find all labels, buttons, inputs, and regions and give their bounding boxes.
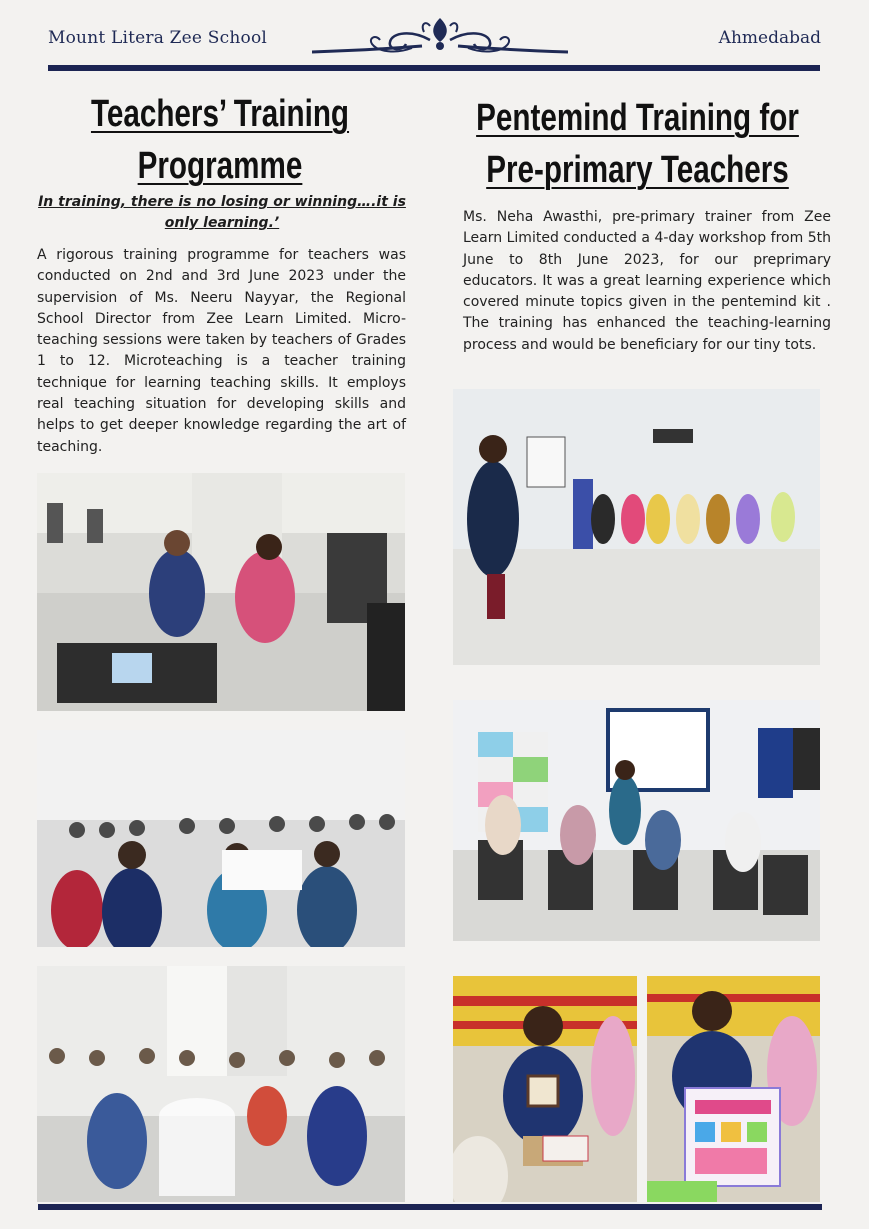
- right-article-title: [472, 92, 804, 196]
- left-title-line1: Teachers’ Training: [90, 93, 350, 135]
- right-title-line1: Pentemind Training for: [476, 97, 799, 139]
- training-photo-1: [37, 473, 405, 711]
- right-article-body: Ms. Neha Awasthi, pre-primary trainer from Zee Learn Limited conducted a 4-day workshop from 5th June to 8th June 2023, for our preprimary educators. It was a great learning experience which covered minute topics given in the pentemind kit . The training has enhanced the teaching-learning process and would be beneficiary for our tiny tots.: [463, 209, 831, 353]
- training-photo-2: [37, 730, 405, 947]
- footer-divider: [38, 1204, 822, 1210]
- training-photo-3: [37, 966, 405, 1202]
- pentemind-photo-2: [453, 700, 820, 941]
- ornament-flourish-icon: [312, 12, 568, 58]
- pentemind-photo-1: [453, 389, 820, 665]
- pentemind-photo-4: [647, 976, 820, 1202]
- left-article-title: [56, 88, 384, 192]
- pentemind-photo-3: [453, 976, 637, 1202]
- left-article-quote: In training, there is no losing or winning….it is only learning.’: [38, 194, 406, 231]
- right-title-line2: Pre-primary Teachers: [486, 149, 789, 191]
- school-name: Mount Litera Zee School: [48, 28, 268, 48]
- header-divider: [48, 65, 820, 71]
- city-name: Ahmedabad: [718, 28, 821, 48]
- left-title-line2: Programme: [137, 145, 303, 187]
- left-article-body: A rigorous training programme for teachers was conducted on 2nd and 3rd June 2023 under the supervision of Ms. Neeru Nayyar, the Regional School Director from Zee Learn Limited. Micro-teaching sessions were taken by teachers of Grades 1 to 12. Microteaching is a teacher training technique for learning teaching skills. It employs real teaching situation for developing skills and helps to get deeper knowledge regarding the art of teaching.: [37, 247, 406, 455]
